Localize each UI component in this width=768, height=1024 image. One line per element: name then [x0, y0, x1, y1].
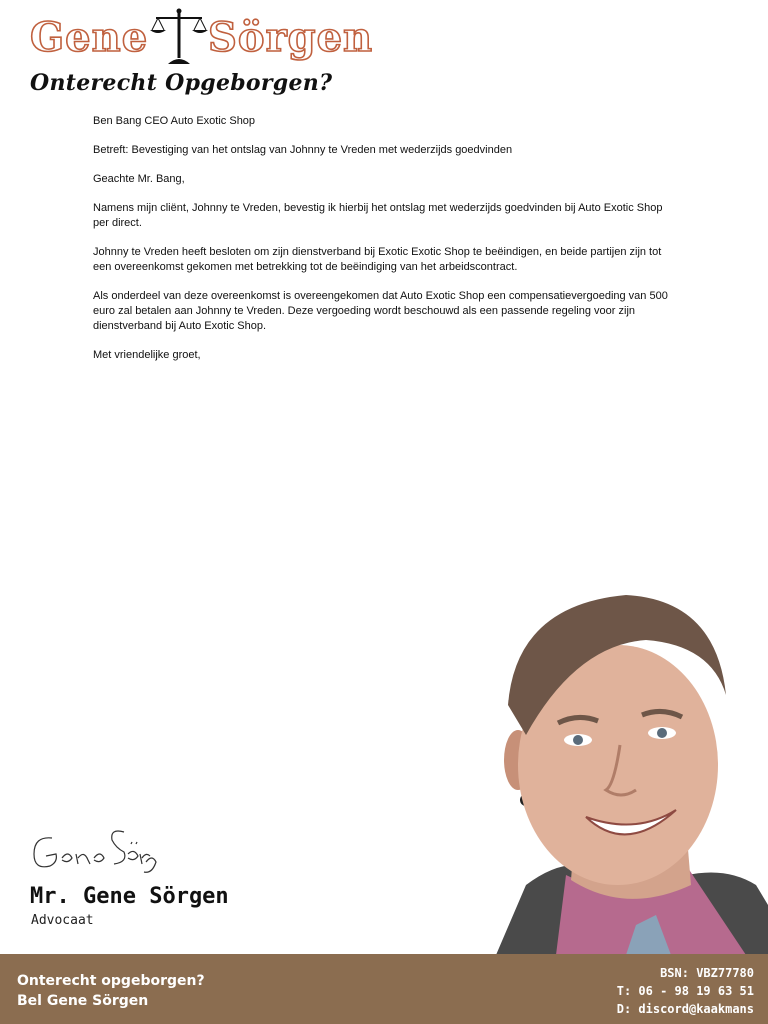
footer-phone: T: 06 - 98 19 63 51 [616, 984, 754, 998]
handwritten-signature [28, 818, 158, 884]
company-logo [28, 8, 388, 70]
letter-paragraph: Namens mijn cliënt, Johnny te Vreden, bevestig ik hierbij het ontslag met wederzijds goedvinden bij Auto Exotic Shop per direct. [93, 202, 663, 229]
tagline: Onterecht Opgeborgen? [30, 70, 333, 96]
lawyer-portrait-image [486, 585, 768, 955]
footer-discord: D: discord@kaakmans [616, 1002, 754, 1016]
letter-subject: Betreft: Bevestiging van het ontslag van Johnny te Vreden met wederzijds goedvinden [93, 144, 513, 156]
letter-closing: Met vriendelijke groet, [93, 349, 201, 361]
letter-body [93, 114, 673, 377]
footer-contact [617, 964, 754, 1018]
footer-slogan [17, 971, 205, 1011]
letter-recipient: Ben Bang CEO Auto Exotic Shop [93, 115, 256, 127]
signatory-name: Mr. Gene Sörgen [30, 884, 229, 909]
footer-slogan-line: Onterecht opgeborgen? [17, 973, 205, 989]
letter-paragraph: Als onderdeel van deze overeenkomst is overeengekomen dat Auto Exotic Shop een compensatievergoeding van 500 euro zal betalen aan Johnny te Vreden. Deze vergoeding wordt beschouwd als een passende regeling voor zijn dienstverband bij Auto Exotic Shop. [93, 290, 668, 332]
letter-salutation: Geachte Mr. Bang, [93, 173, 185, 185]
letter-paragraph: Johnny te Vreden heeft besloten om zijn dienstverband bij Exotic Exotic Shop te beëindigen, en beide partijen zijn tot een overeenkomst gekomen met betrekking tot de beëindiging van het arbeidscontract. [93, 246, 662, 273]
logo-word-gene: Gene [30, 14, 149, 61]
footer-bar [0, 954, 768, 1024]
signatory-title: Advocaat [31, 913, 94, 928]
scales-of-justice-icon [146, 8, 212, 66]
footer-slogan-line: Bel Gene Sörgen [17, 993, 149, 1009]
logo-word-sorgen: Sörgen [208, 14, 374, 61]
footer-bsn: BSN: VBZ77780 [660, 966, 754, 980]
